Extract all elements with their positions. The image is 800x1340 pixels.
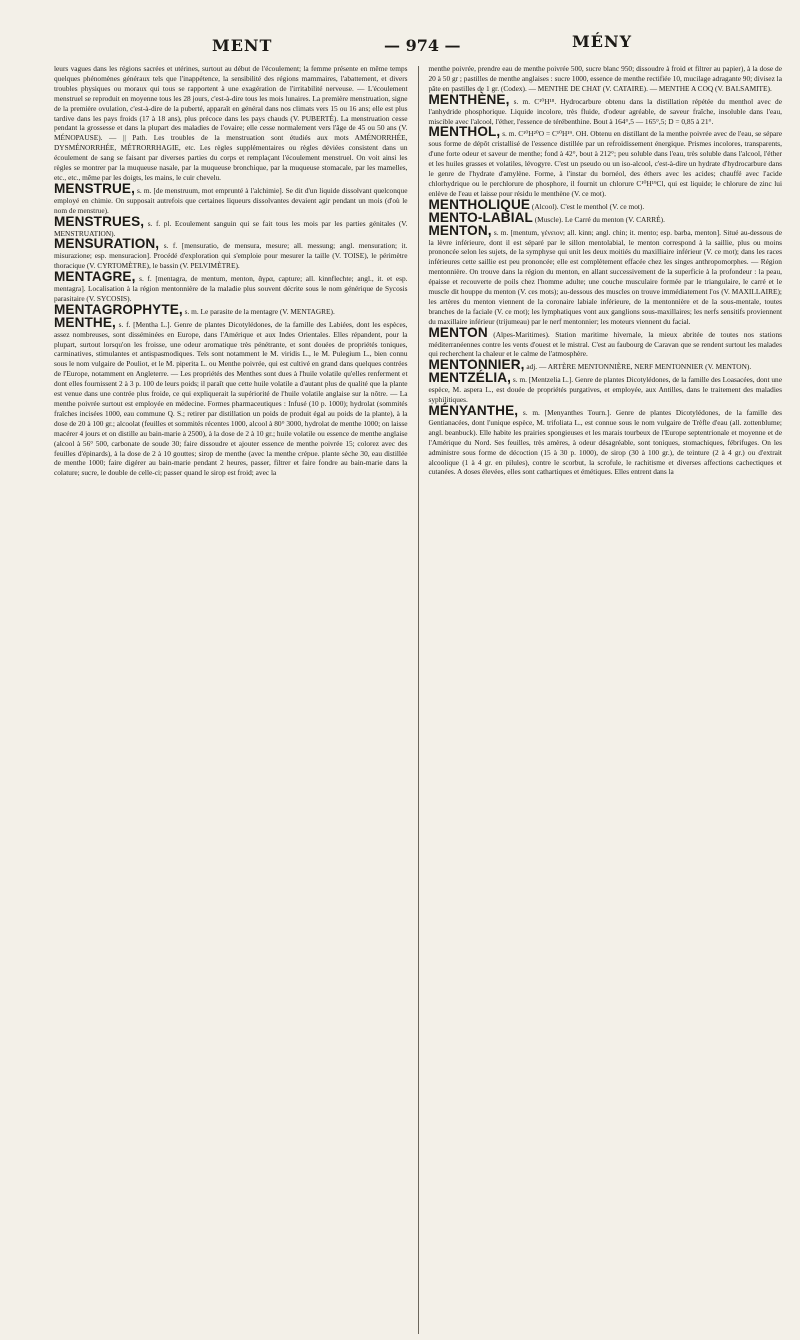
page-header — [54, 28, 782, 64]
entry-paragraph — [54, 236, 408, 271]
entry-paragraph — [54, 213, 408, 239]
entry-text: s. f. [Mentha L.]. Genre de plantes Dicotylédones, de la famille des Labiées, dont les espèces, assez nombreuses, sont disséminées en Europe, dans l'Amérique et aux Indes Orientales. Elles répandent, pour la plupart, surtout lorsqu'on les froisse, une odeur aromatique très pénétrante, et sont douées de propriétés toniques, carminatives, stimulantes et antispasmodiques. Tels sont notamment le M. viridis L., le M. Pulegium L., bien connu sous le nom vulgaire de Pouliot, et le M. piperita L. ou Menthe poivrée, qui est cultivé en grand dans quelques contrées de l'Europe, notamment en Angleterre. — Les propriétés des Menthes sont dues à l'huile volatile qu'elles renferment et dont elles fournissent 2 à 3 p. 100 de leurs poids; il paraît que cette huile volatile a d'autant plus de qualité que la plante est venue dans une contrée plus froide, ce qui expliquerait la supériorité de l'huile volatile anglaise sur la nôtre. — La menthe poivrée surtout est employée en médecine. Formes pharmaceutiques : Infusé (10 p. 1000); hydrolat (sommités fraîches incisées 1000, eau commune Q. S.; retirer par distillation un poids de produit égal au poids de la plante), à la dose de 20 à 100 gr.; alcoolat (feuilles et sommités récentes 1000, alcool à 80° 3000, hydrolat de menthe 1000; on laisse macérer 4 jours et on distille au bain-marie à 2500), à la dose de 2 à 10 gr.; huile volatile ou essence de menthe anglaise (alcool à 56° 500, carbonate de soude 30; faire dissoudre et ajouter essence de menthe poivrée 15; colorez avec des feuilles d'épinards), à la dose de 2 à 10 gouttes; sirop de menthe (avec la menthe crépue. plante sèche 30, eau distillée de menthe 1000; faire digérer au bain-marie pendant 2 heures, passer, filtrer et faire fondre au bain-marie dans la colature; sucre, le double de celle-ci; passer quand le sirop est froid; avec la — [54, 319, 408, 478]
entry-paragraph — [428, 370, 782, 405]
entry-text: s. f. [mensuratio, de mensura, mesure; all. messung; angl. mensuration; it. misurazione; esp. mensuracion]. Procédé d'exploration qui s'emploie pour mesurer la taille (V. TOISE), le périmètre thoracique (V. CYRTOMÈTRE), le bassin (V. PELVIMÈTRE). — [54, 241, 408, 271]
entry-paragraph — [54, 314, 408, 479]
entry-headword: MENSTRUES, — [54, 213, 145, 229]
column-divider — [418, 66, 419, 1334]
entry-text: s. m. [mentum, γένειον; all. kinn; angl. chin; it. mento; esp. barba, menton]. Situé au-dessous de la lèvre inférieure, dont il est séparé par le sillon mentolabial, le menton correspond à la saillie, plus ou moins prononcée selon les sujets, de la symphyse qui unit les deux moitiés du maxilliaire inférieur (V. ce mot); dans les races inférieures cette saillie est peu prononcée; elle est complètement effacée chez les singes anthropomorphes. — Région mentonnière. On trouve dans la région du menton, en allant successivement de la superficie à la profondeur : la peau, épaisse et recouverte de poils chez l'homme adulte; une couche musculaire formée par le triangulaire, le carré et le muscle dit houppe du menton (V. ces mots); au-dessous des muscles on trouve immédiatement l'os (V. MAXILLAIRE); les artères du menton viennent de la coronaire labiale inférieure, de la mentonnière et de la sous-mentale, toutes branches de la faciale (V. ce mot); les lymphatiques vont aux ganglions sous-maxillaires; les nerfs sensitifs proviennent du maxillaire inférieur (trijumeau) par le nerf mentonnier; les moteurs viennent du facial. — [428, 227, 782, 326]
entry-headword: MENTAGRE, — [54, 269, 136, 285]
entry-paragraph — [428, 64, 782, 94]
header-left-guideword: MENT — [212, 36, 273, 55]
header-right-guideword: MÉNY — [572, 32, 632, 51]
entry-paragraph — [428, 222, 782, 327]
entry-paragraph — [54, 180, 408, 216]
entry-headword: MENTHOL, — [428, 124, 501, 140]
entry-text: s. m. [de menstruum, mot emprunté à l'alchimie]. Se dit d'un liquide dissolvant quelconque employé en chimie. On supposait autrefois que certaines liqueurs dissolvantes devaient agir pendant un mois (d'où le nom de menstrue). — [54, 185, 408, 215]
entry-paragraph — [54, 269, 408, 304]
entry-paragraph — [428, 403, 782, 477]
entry-text: s. f. pl. Ecoulement sanguin qui se fait tous les mois par les parties génitales (V. MENSTRUATION). — [54, 218, 408, 238]
entry-text: menthe poivrée, prendre eau de menthe poivrée 500, sucre blanc 950; dissoudre à froid et filtrer au papier), à la dose de 20 à 50 gr ; pastilles de menthe anglaises : sucre 1000, essence de menthe rectifiée 10, mucilage adragante 90; divisez la pâte en pastilles de 1 gr. (Codex). — MENTHE DE CHAT (V. CATAIRE). — MENTHE A COQ (V. BALSAMITE). — [428, 64, 782, 93]
entry-text: (Alpes-Maritimes). Station maritime hivernale, la mieux abritée de toutes nos stations méditerranéennes contre les vents d'ouest et le mistral. C'est au faubourg de Caravan que se rendent surtout les malades qui recherchent la chaleur et le calme de l'atmosphère. — [428, 329, 782, 359]
entry-text: s. m. [Mentzelia L.]. Genre de plantes Dicotylédones, de la famille des Loasacées, dont une espèce, M. aspera L., est douée de propriétés purgatives, et employée, aux Antilles, dans le traitement des maladies syphilitiques. — [428, 375, 782, 405]
entry-headword: MENTHE, — [54, 314, 116, 330]
left-column — [54, 64, 408, 1334]
entry-text: (Muscle). Le Carré du menton (V. CARRÉ). — [532, 214, 665, 224]
page-number: — 974 — — [384, 36, 461, 55]
entry-headword: MENSTRUE, — [54, 180, 135, 196]
entry-paragraph — [54, 64, 408, 183]
entry-text: (Alcool). C'est le menthol (V. ce mot). — [530, 201, 645, 211]
entry-paragraph — [428, 91, 782, 127]
two-column-body — [54, 64, 782, 1334]
entry-paragraph — [428, 124, 782, 198]
entry-headword: MENSURATION, — [54, 236, 160, 252]
entry-text: s. f. [mentagra, de mentum, menton, ἄγρα, capture; all. kinnflechte; angl., it. et esp. mentagra]. Localisation à la région mentonnière de la maladie plus souvent décrite sous le nom générique de Sycosis parasitaire (V. SYCOSIS). — [54, 274, 408, 303]
entry-headword: MENTHÈNE, — [428, 91, 510, 107]
entry-headword: MENTON — [428, 324, 488, 340]
entry-headword: MENTON, — [428, 222, 492, 238]
entry-paragraph — [428, 324, 782, 360]
entry-text: s. m. Le parasite de la mentagre (V. MENTAGRE). — [182, 306, 335, 316]
entry-text: s. m. C¹⁰H¹⁸. Hydrocarbure obtenu dans la distillation répétée du menthol avec de l'anhydride phosphorique. Liquide incolore, très fluide, d'odeur agréable, de saveur fraîche, insoluble dans l'eau, miscible avec l'alcool, l'éther, l'essence de térébenthine. Bout à 164°,5 — 165°,5; D = 0,85 à 21°. — [428, 96, 782, 126]
entry-headword: MENTO-LABIAL — [428, 209, 533, 225]
entry-text: s. m. [Menyanthes Tourn.]. Genre de plantes Dicotylédones, de la famille des Gentianacées, dont l'unique espèce, M. trifoliata L., est connue sous le nom vulgaire de Trèfle d'eau (all. zottenblume; angl. beanbuck). Elle habite les prairies spongieuses et les marais tourbeux de l'Europe septentrionale et moyenne et de l'Amérique du Nord. Ses feuilles, très amères, à odeur désagréable, sont toniques, stomachiques, fébrifuges. On les administre sous forme de décoction (15 à 30 p. 1000), de sirop (30 à 100 gr.), de teinture (2 à 4 gr.) ou d'extrait alcoolique (1 à 4 gr. en pilules), contre le scorbut, la scrofule, le rachitisme et diverses affections cachectiques et cutanées. A doses élevées, elles sont cathartiques et émétiques. Elles entrent dans la — [428, 408, 782, 477]
entry-headword: MENTHOLIQUE — [428, 196, 531, 212]
entry-headword: MENTONNIER, — [428, 357, 525, 373]
entry-headword: MENTZÉLIA, — [428, 370, 512, 386]
entry-headword: MÉNYANTHE, — [428, 403, 519, 418]
right-column — [428, 64, 782, 1334]
entry-text: adj. — ARTÈRE MENTONNIÈRE, NERF MENTONNIER (V. MENTON). — [524, 362, 752, 372]
entry-text: leurs vagues dans les régions sacrées et utérines, surtout au début de l'écoulement; la femme présente en même temps quelques phénomènes généraux tels que l'inappétence, la sensibilité des régions mammaires, l'abattement, et divers troubles physiques ou moraux qui tous se rapportent à une exagération de l'irritabilité nerveuse. — L'écoulement menstruel se reproduit en moyenne tous les 28 jours, c'est-à-dire tous les mois lunaires. La première menstruation, signe de la première ovulation, c'est-à-dire de la puberté, apparaît en général dans nos climats vers 15 ou 16 ans; elle est plus tardive dans les pays froids (17 à 18 ans), plus précoce dans les pays chauds (V. PUBERTÉ). La menstruation cesse pendant la grossesse et dans la plupart des maladies de l'ovaire; elle cesse normalement vers l'âge de 45 ou 50 ans (V. MÉNOPAUSE). — || Path. Les troubles de la menstruation sont étudiés aux mots AMÉNORRHÉE, DYSMÉNORRHÉE, MÉTRORRHAGIE, etc. Les règles supplémentaires ou règles déviées consistent dans un écoulement de sang se faisant par diverses parties du corps et remplaçant l'écoulement menstruel. On voit ainsi les règles se montrer par la muqueuse nasale, par la muqueuse bronchique, par la muqueuse stomacale, par les mamelles, etc., etc., même par les doigts, les mains, le cuir chevelu. — [54, 64, 408, 182]
entry-text: s. m. C¹⁰H²⁰O = C¹⁰H¹⁹. OH. Obtenu en distillant de la menthe poivrée avec de l'eau, se sépare sous forme de dépôt cristallisé de l'essence distillée par un refroidissement énergique. Prismes incolores, transparents, d'une forte odeur et saveur de menthe; fond à 42°, bout à 212°; peu soluble dans l'eau, très soluble dans l'alcool, l'éther et les huiles grasses et volatiles, lévogyre. C'est un pseudo ou un iso-alcool, c'est-à-dire un hydrate d'hydrocarbure dans le genre de l'hydrate d'amylène. Forme, à l'instar du bornéol, des éthers avec les acides; chauffé avec l'acide chlorhydrique ou le perchlorure de phosphore, il fournit un chlorure C¹⁰H¹⁹Cl, qui est liquide; le chlorure de zinc lui enlève de l'eau et laisse pour résidu le menthène (V. ce mot). — [428, 129, 782, 198]
entry-headword: MENTAGROPHYTE, — [54, 301, 183, 317]
